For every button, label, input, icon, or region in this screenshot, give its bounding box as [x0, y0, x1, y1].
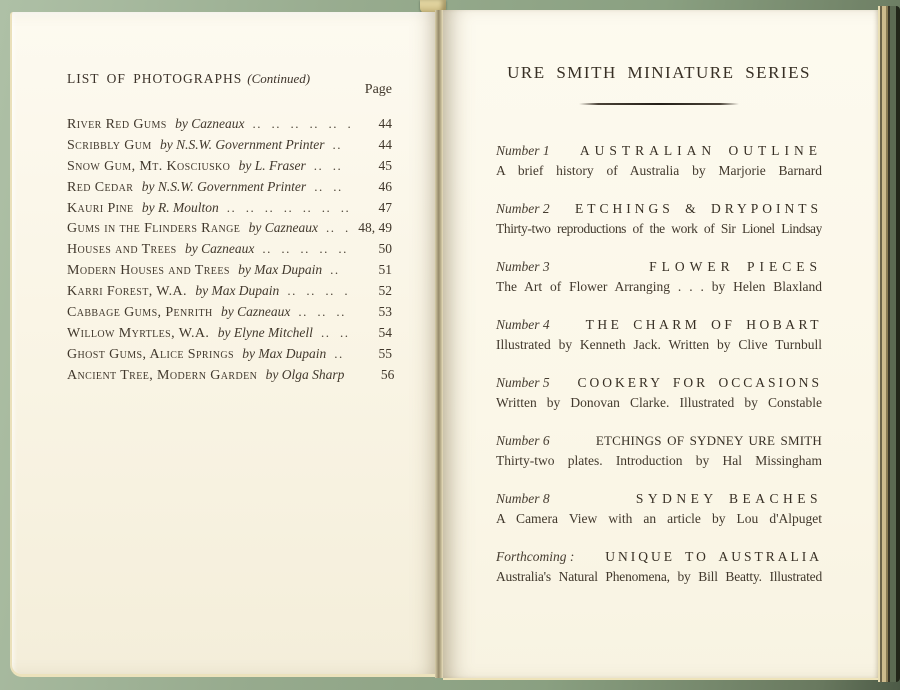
list-item [67, 344, 392, 365]
list-title: LIST OF PHOTOGRAPHS [67, 71, 243, 86]
entry-byline: by Max Dupain [234, 262, 323, 278]
leader-dots [333, 135, 350, 156]
page-fore-edge [878, 6, 900, 682]
series-entry [496, 547, 822, 588]
photo-list [67, 114, 395, 386]
list-item [67, 302, 392, 323]
leader-dots [334, 344, 350, 365]
series-entry-titleline [496, 431, 822, 451]
list-item [67, 135, 392, 156]
leader-dots [330, 260, 350, 281]
series-entry-description: Written by Donovan Clarke. Illustrated by Constable [496, 395, 822, 410]
series-entry-number: Forthcoming : [496, 549, 575, 564]
series-entry-number: Number 3 [496, 259, 550, 274]
leader-dots [252, 114, 350, 135]
right-page-content [496, 62, 822, 605]
entry-byline: by Max Dupain [238, 345, 327, 361]
entry-byline: by R. Moulton [138, 199, 219, 215]
title-rule [579, 103, 739, 105]
entry-byline: by Cazneaux [217, 304, 291, 320]
left-page-content [67, 70, 395, 386]
entry-page-number: 44 [378, 116, 392, 131]
left-page [10, 12, 439, 677]
list-item [67, 260, 392, 281]
entry-page-number: 46 [378, 178, 392, 194]
list-item [67, 323, 392, 344]
series-entry-title: COOKERY FOR OCCASIONS [577, 375, 822, 390]
entry-name [67, 114, 244, 136]
entry-name [67, 260, 322, 282]
entry-name [67, 302, 290, 324]
series-entry-title: ETCHINGS OF SYDNEY URE SMITH [595, 433, 822, 448]
series-entry-titleline [496, 373, 822, 393]
series-entry [496, 373, 822, 414]
entry-name [67, 365, 344, 387]
entry-title: Cabbage Gums, Penrith [67, 305, 213, 321]
series-entry [496, 199, 822, 240]
entry-page-number: 47 [378, 199, 392, 215]
entry-page-number: 53 [378, 304, 392, 320]
series-entry-title: AUSTRALIAN OUTLINE [579, 143, 822, 158]
entry-page-number: 45 [378, 157, 392, 173]
list-item [67, 198, 392, 219]
entry-byline: by L. Fraser [235, 157, 306, 173]
series-entry-titleline [496, 547, 822, 567]
entry-name [67, 177, 306, 199]
entry-title: Houses and Trees [67, 242, 177, 258]
entry-page-number: 56 [380, 366, 395, 382]
entry-title: Scribbly Gum [67, 137, 152, 153]
list-item [67, 365, 395, 386]
series-entry-number: Number 5 [496, 375, 550, 390]
series-entry-title: ETCHINGS & DRYPOINTS [574, 201, 822, 216]
entry-page-number: 55 [378, 345, 392, 361]
entry-byline: by Cazneaux [245, 220, 319, 236]
series-entry-number: Number 8 [496, 491, 550, 506]
list-item [67, 239, 392, 260]
series-entry [496, 431, 822, 472]
series-entry-description: Australia's Natural Phenomena, by Bill Beatty. Illustrated [496, 569, 822, 584]
series-list [496, 141, 822, 588]
entry-byline: by N.S.W. Government Printer [156, 136, 325, 152]
series-entry-titleline [496, 257, 822, 277]
series-entry [496, 257, 822, 298]
entry-byline: by Cazneaux [171, 116, 245, 131]
list-item [67, 218, 392, 239]
series-entry-description: Thirty-two reproductions of the work of Sir Lionel Lindsay [496, 221, 822, 236]
series-entry-titleline [496, 489, 822, 509]
leader-dots [227, 198, 350, 219]
leader-dots [262, 239, 350, 260]
entry-name [67, 323, 313, 345]
entry-title: Willow Myrtles, W.A. [67, 325, 210, 341]
entry-name [67, 239, 254, 261]
entry-name [67, 281, 279, 303]
series-entry-description: A Camera View with an article by Lou d'Alpuget [496, 511, 822, 526]
entry-byline: by Olga Sharp [262, 366, 345, 382]
series-entry-number: Number 4 [496, 317, 550, 332]
series-entry-title: FLOWER PIECES [649, 259, 822, 274]
series-entry [496, 489, 822, 530]
entry-page-number: 44 [378, 136, 392, 152]
series-entry-titleline [496, 315, 822, 335]
book-gutter [435, 10, 443, 678]
entry-title: River Red Gums [67, 117, 167, 132]
series-entry-title: THE CHARM OF HOBART [585, 317, 822, 332]
entry-title: Ghost Gums, Alice Springs [67, 346, 234, 362]
entry-title: Gums in the Flinders Range [67, 221, 241, 237]
series-entry-titleline [496, 199, 822, 219]
list-item [67, 281, 392, 302]
entry-name [67, 135, 325, 157]
series-entry-description: The Art of Flower Arranging . . . by Helen Blaxland [496, 279, 822, 294]
series-entry [496, 315, 822, 356]
leader-dots [321, 323, 350, 344]
series-entry [496, 141, 822, 182]
entry-title: Kauri Pine [67, 200, 134, 216]
list-item [67, 114, 392, 135]
series-entry-number: Number 2 [496, 201, 550, 216]
entry-byline: by Elyne Mitchell [214, 324, 313, 340]
series-entry-description: A brief history of Australia by Marjorie Barnard [496, 163, 822, 178]
series-entry-description: Thirty-two plates. Introduction by Hal Missingham [496, 453, 822, 468]
series-entry-title: UNIQUE TO AUSTRALIA [605, 549, 822, 564]
entry-name [67, 218, 318, 240]
entry-byline: by Max Dupain [191, 283, 280, 299]
leader-dots [314, 156, 350, 177]
entry-page-number: 52 [378, 283, 392, 299]
leader-dots [287, 281, 350, 302]
leader-dots [314, 177, 350, 198]
series-entry-number: Number 1 [496, 143, 550, 158]
entry-page-number: 51 [378, 262, 392, 278]
entry-byline: by N.S.W. Government Printer [138, 178, 307, 194]
leader-dots [298, 302, 350, 323]
entry-title: Karri Forest, W.A. [67, 284, 187, 300]
entry-page-number: 50 [378, 241, 392, 257]
entry-name [67, 156, 306, 178]
page-column-label: Page [364, 82, 392, 97]
leader-dots [326, 218, 350, 239]
series-entry-number: Number 6 [496, 433, 550, 448]
entry-title: Modern Houses and Trees [67, 263, 230, 279]
series-entry-description: Illustrated by Kenneth Jack. Written by Clive Turnbull [496, 337, 822, 352]
entry-page-number: 54 [378, 324, 392, 340]
series-title: URE SMITH MINIATURE SERIES [507, 63, 811, 82]
entry-title: Red Cedar [67, 179, 134, 195]
list-item [67, 177, 392, 198]
series-entry-titleline [496, 141, 822, 161]
entry-name [67, 344, 326, 366]
right-page [443, 10, 878, 680]
series-entry-title: SYDNEY BEACHES [635, 491, 822, 506]
entry-byline: by Cazneaux [181, 241, 255, 257]
entry-title: Snow Gum, Mt. Kosciusko [67, 158, 231, 174]
list-continued-label: (Continued) [247, 71, 311, 86]
photo-list-header [67, 70, 392, 114]
entry-page-number: 48, 49 [358, 220, 392, 236]
entry-title: Ancient Tree, Modern Garden [67, 367, 258, 383]
list-item [67, 156, 392, 177]
entry-name [67, 198, 219, 220]
